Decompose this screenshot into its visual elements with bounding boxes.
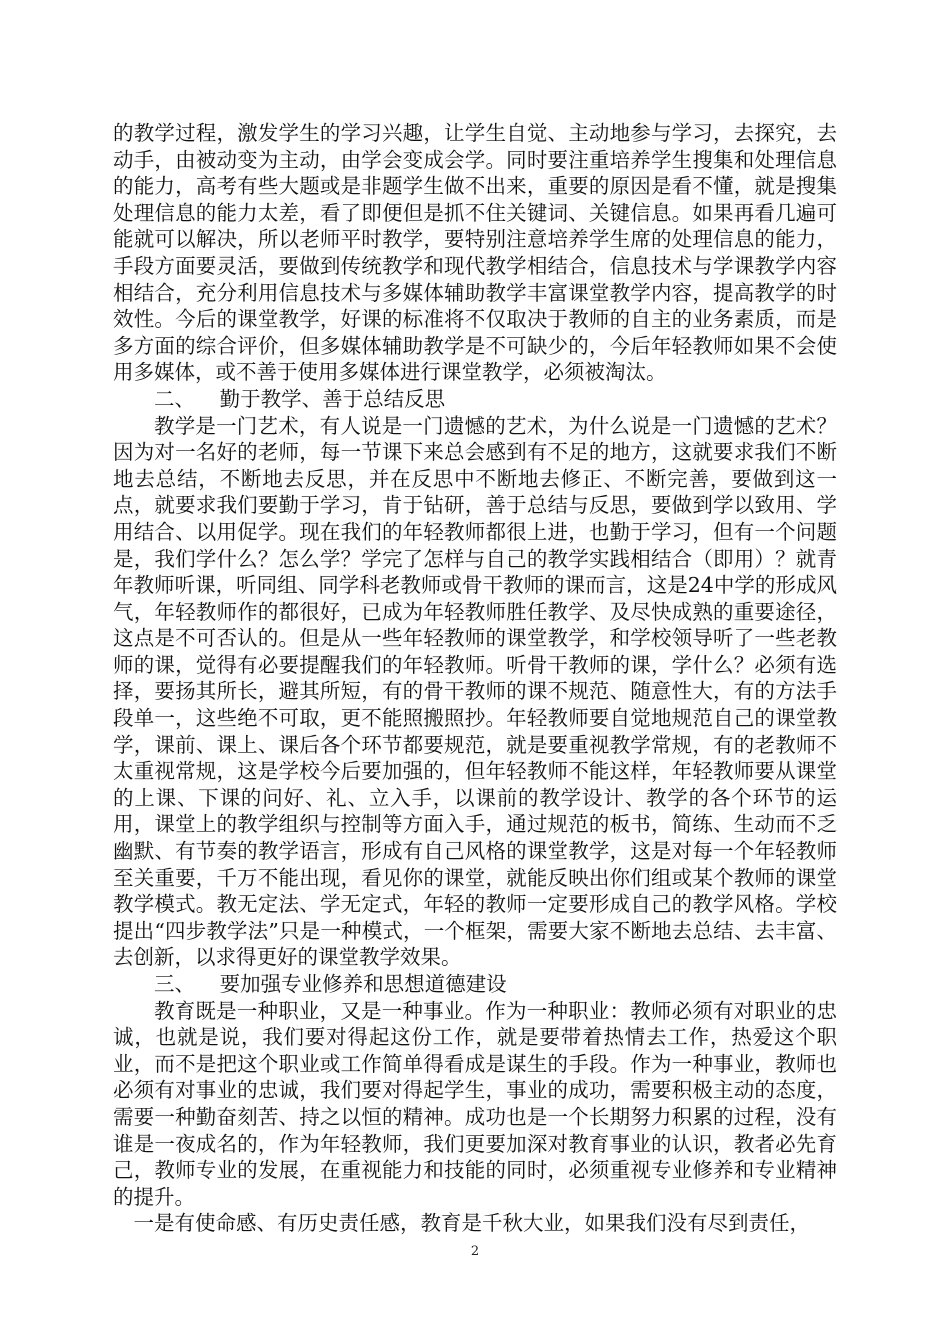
paragraph-continuation: 的教学过程，激发学生的学习兴趣，让学生自觉、主动地参与学习，去探究，去动手，由被动变为主动，由学会变成会学。同时要注重培养学生搜集和处理信息的能力，高考有些大题或是非题学生做不出来，重要的原因是看不懂，就是搜集处理信息的能力太差，看了即便但是抓不住关键词、关键信息。如果再看几遍可能就可以解决，所以老师平时教学，要特别注意培养学生席的处理信息的能力，手段方面要灵活，要做到传统教学和现代教学相结合，信息技术与学课教学内容相结合，充分利用信息技术与多媒体辅助教学丰富课堂教学内容，提高教学的时效性。今后的课堂教学，好课的标准将不仅取决于教师的自主的业务素质，而是多方面的综合评价，但多媒体辅助教学是不可缺少的，今后年轻教师如果不会使用多媒体，或不善于使用多媒体进行课堂教学，必须被淘汰。 [113, 121, 837, 385]
section-number: 三、 [154, 972, 195, 996]
section-number: 二、 [154, 386, 195, 411]
paragraph-section-2: 教学是一门艺术，有人说是一门遗憾的艺术，为什么说是一门遗憾的艺术？因为对一名好的老师，每一节课下来总会感到有不足的地方，这就要求我们不断地去总结，不断地去反思，并在反思中不断地去修正、不断完善，要做到这一点，就要求我们要勤于学习，肯于钻研，善于总结与反思，要做到学以致用、学用结合、以用促学。现在我们的年轻教师都很上进，也勤于学习，但有一个问题是，我们学什么？怎么学？学完了怎样与自己的教学实践相结合（即用）？就青年教师听课，听同组、同学科老教师或骨干教师的课而言，这是24中学的形成风气，年轻教师作的都很好，已成为年轻教师胜任教学、及尽快成熟的重要途径，这点是不可否认的。但是从一些年轻教师的课堂教学，和学校领导听了一些老教师的课，觉得有必要提醒我们的年轻教师。听骨干教师的课，学什么？必须有选择，要扬其所长，避其所短，有的骨干教师的课不规范、随意性大，有的方法手段单一，这些绝不可取，更不能照搬照抄。年轻教师要自觉地规范自己的课堂教学，课前、课上、课后各个环节都要规范，就是要重视教学常规，有的老教师不太重视常规，这是学校今后要加强的，但年轻教师不能这样，年轻教师要从课堂的上课、下课的问好、礼、立入手，以课前的教学设计、教学的各个环节的运用，课堂上的教学组织与控制等方面入手，通过规范的板书，简练、生动而不乏幽默、有节奏的教学语言，形成有自己风格的课堂教学，这是对每一个年轻教师至关重要，千万不能出现，看见你的课堂，就能反映出你们组或某个教师的课堂教学模式。教无定法、学无定式，年轻的教师一定要形成自己的教学风格。学校提出“四步教学法”只是一种模式，一个框架，需要大家不断地去总结、去丰富、去创新，以求得更好的课堂教学效果。 [113, 413, 837, 970]
section-title: 要加强专业修养和思想道德建设 [219, 972, 507, 996]
page-number: 2 [470, 1244, 480, 1259]
paragraph-section-3: 教育既是一种职业，又是一种事业。作为一种职业：教师必须有对职业的忠诚，也就是说，我们要对得起这份工作，就是要带着热情去工作，热爱这个职业，而不是把这个职业或工作简单得看成是谋生的手段。作为一种事业，教师也必须有对事业的忠诚，我们要对得起学生，事业的成功，需要积极主动的态度，需要一种勤奋刻苦、持之以恒的精神。成功也是一个长期努力积累的过程，没有谁是一夜成名的，作为年轻教师，我们更要加深对教育事业的认识，教者必先育己，教师专业的发展，在重视能力和技能的同时，必须重视专业修养和专业精神的提升。 [113, 998, 837, 1209]
paragraph-point-1: 一是有使命感、有历史责任感，教育是千秋大业，如果我们没有尽到责任， [133, 1211, 810, 1236]
section-title: 勤于教学、善于总结反思 [219, 386, 446, 411]
section-heading-3 [113, 971, 837, 998]
document-body [113, 120, 837, 1237]
section-heading-2 [113, 386, 837, 413]
